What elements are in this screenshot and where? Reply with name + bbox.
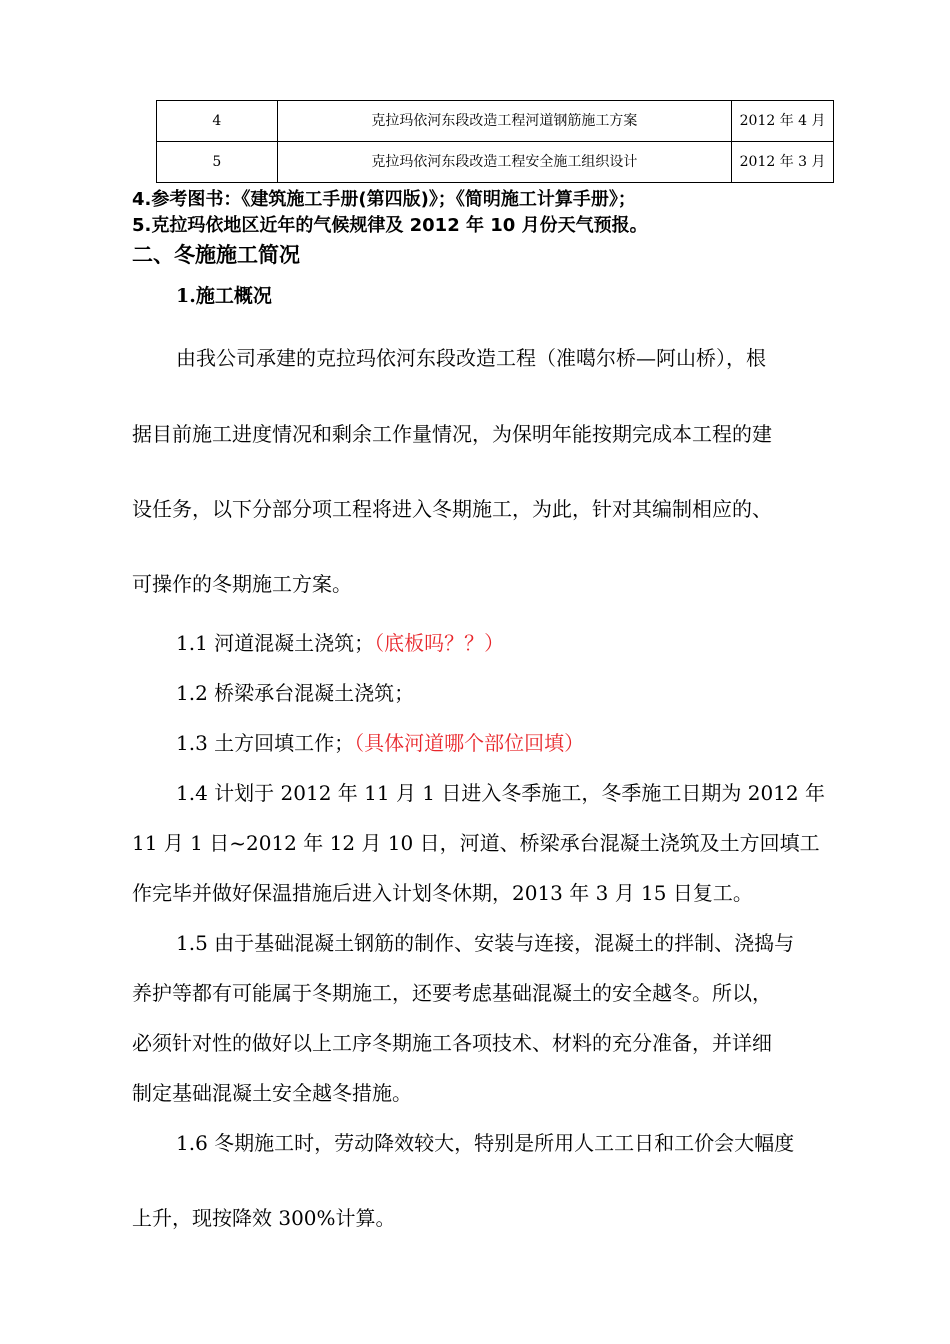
table-row bbox=[157, 101, 834, 142]
row-title: 克拉玛依河东段改造工程安全施工组织设计 bbox=[277, 142, 732, 183]
list-item-1-3 bbox=[176, 727, 584, 756]
section-title: 二、冬施施工简况 bbox=[132, 243, 300, 267]
list-item-1-1 bbox=[176, 627, 504, 656]
list-item-1-2: 1.2 桥梁承台混凝土浇筑； bbox=[176, 681, 415, 705]
row-date: 2012 年 3 月 bbox=[732, 142, 834, 183]
review-comment: （具体河道哪个部位回填） bbox=[354, 731, 585, 755]
row-title: 克拉玛依河东段改造工程河道钢筋施工方案 bbox=[277, 101, 732, 142]
paragraph-line: 设任务，以下分部分项工程将进入冬期施工，为此，针对其编制相应的、 bbox=[132, 497, 772, 521]
reference-item-4: 4.参考图书：《建筑施工手册(第四版)》；《简明施工计算手册》； bbox=[132, 189, 636, 210]
table-row bbox=[157, 142, 834, 183]
paragraph-line: 作完毕并做好保温措施后进入计划冬休期，2013 年 3 月 15 日复工。 bbox=[132, 881, 753, 905]
paragraph-line: 1.5 由于基础混凝土钢筋的制作、安装与连接，混凝土的拌制、浇捣与 bbox=[176, 931, 795, 955]
paragraph-line: 必须针对性的做好以上工序冬期施工各项技术、材料的充分准备，并详细 bbox=[132, 1031, 772, 1055]
paragraph-line: 1.4 计划于 2012 年 11 月 1 日进入冬季施工，冬季施工日期为 2012 年 bbox=[176, 781, 825, 805]
row-number: 5 bbox=[157, 142, 278, 183]
paragraph-line: 上升，现按降效 300%计算。 bbox=[132, 1206, 396, 1230]
list-item-text: 1.3 土方回填工作； bbox=[176, 731, 355, 755]
paragraph-line: 养护等都有可能属于冬期施工，还要考虑基础混凝土的安全越冬。所以， bbox=[132, 981, 772, 1005]
paragraph-line: 据目前施工进度情况和剩余工作量情况，为保明年能按期完成本工程的建 bbox=[132, 422, 772, 446]
row-date: 2012 年 4 月 bbox=[732, 101, 834, 142]
paragraph-line: 11 月 1 日~2012 年 12 月 10 日，河道、桥梁承台混凝土浇筑及土方回填工 bbox=[132, 831, 820, 855]
paragraph-line: 可操作的冬期施工方案。 bbox=[132, 572, 352, 596]
review-comment: （底板吗？？） bbox=[374, 631, 505, 655]
list-item-text: 1.1 河道混凝土浇筑； bbox=[176, 631, 375, 655]
reference-item-5: 5.克拉玛依地区近年的气候规律及 2012 年 10 月份天气预报。 bbox=[132, 215, 648, 236]
paragraph-line: 制定基础混凝土安全越冬措施。 bbox=[132, 1081, 412, 1105]
subsection-title: 1.施工概况 bbox=[176, 285, 272, 307]
row-number: 4 bbox=[157, 101, 278, 142]
reference-table bbox=[156, 100, 834, 183]
paragraph-line: 由我公司承建的克拉玛依河东段改造工程（准噶尔桥—阿山桥），根 bbox=[176, 346, 766, 370]
paragraph-line: 1.6 冬期施工时，劳动降效较大，特别是所用人工工日和工价会大幅度 bbox=[176, 1131, 795, 1155]
